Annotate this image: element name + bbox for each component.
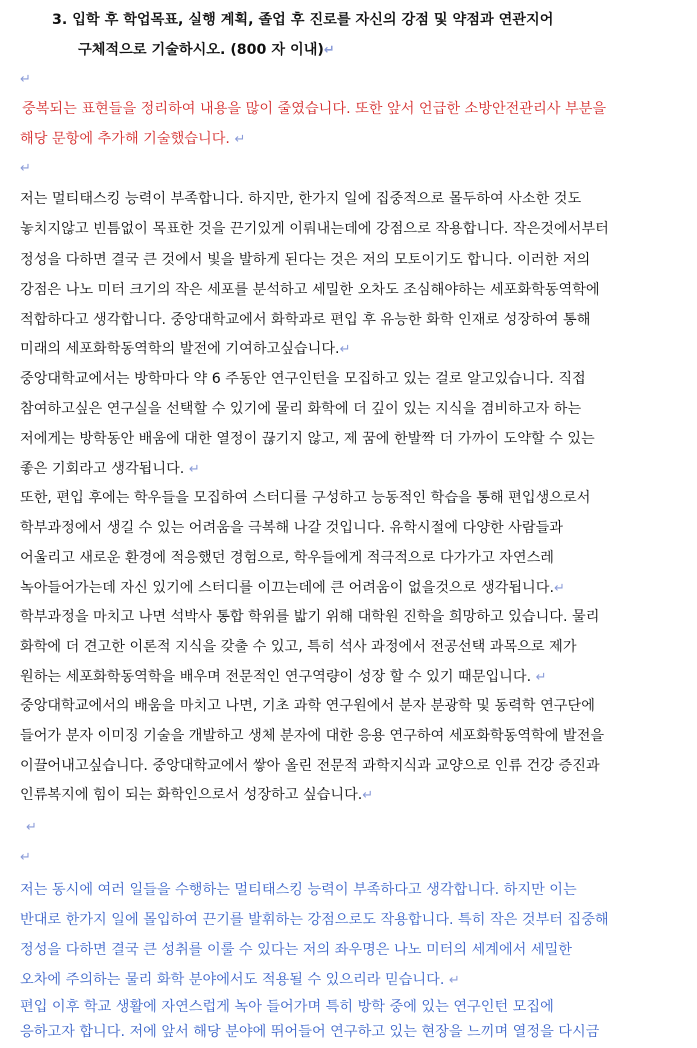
paragraph-mark-icon: ↵	[20, 72, 31, 87]
essay-line: 좋은 기회라고 생각됩니다. ↵	[20, 461, 200, 477]
paragraph-mark-icon: ↵	[339, 342, 351, 357]
rewrite-line: 응하고자 합니다. 저에 앞서 해당 분야에 뛰어들어 연구하고 있는 현장을 느끼며 열정을 다시금	[20, 1024, 600, 1040]
essay-line: 이끌어내고싶습니다. 중앙대학교에서 쌓아 올린 전문적 과학지식과 교양으로 인류 건강 증진과	[20, 758, 600, 774]
rewrite-line: 오차에 주의하는 물리 화학 분야에서도 적용될 수 있으리라 믿습니다. ↵	[20, 972, 460, 988]
paragraph-mark-icon: ↵	[553, 581, 565, 596]
question-line-2	[78, 34, 335, 66]
edit-note-line-2: 해당 문항에 추가해 기술했습니다. ↵	[20, 131, 246, 147]
essay-line: 또한, 편입 후에는 학우들을 모집하여 스터디를 구성하고 능동적인 학습을 통해 편입생으로서	[20, 490, 591, 506]
question-text-cont: 구체적으로 기술하시오. (800 자 이내)	[78, 42, 324, 58]
paragraph-mark-icon: ↵	[362, 788, 374, 803]
paragraph-mark-icon: ↵	[323, 43, 335, 58]
paragraph-mark-icon: ↵	[20, 161, 31, 176]
question-text: 입학 후 학업목표, 실행 계획, 졸업 후 진로를 자신의 강점 및 약점과 연관지어	[72, 12, 554, 28]
question-number: 3.	[52, 12, 68, 28]
essay-line: 어울리고 새로운 환경에 적응했던 경험으로, 학우들에게 적극적으로 다가가고 자연스레	[20, 550, 554, 566]
essay-line: 적합하다고 생각합니다. 중앙대학교에서 화학과로 편입 후 유능한 화학 인재로 성장하여 통해	[20, 312, 591, 328]
essay-line: 저에게는 방학동안 배움에 대한 열정이 끊기지 않고, 제 꿈에 한발짝 더 가까이 도약할 수 있는	[20, 431, 595, 447]
essay-line: 정성을 다하면 결국 큰 것에서 빛을 발하게 된다는 것은 저의 모토이기도 합니다. 이러한 저의	[20, 252, 591, 268]
essay-line: 중앙대학교에서의 배움을 마치고 나면, 기초 과학 연구원에서 분자 분광학 및 동력학 연구단에	[20, 698, 595, 714]
essay-line: 놓치지않고 빈틈없이 목표한 것을 끈기있게 이뤄내는데에 강점으로 작용합니다. 작은것에서부터	[20, 221, 609, 237]
essay-line: 저는 멀티태스킹 능력이 부족합니다. 하지만, 한가지 일에 집중적으로 몰두하여 사소한 것도	[20, 191, 582, 207]
rewrite-line: 저는 동시에 여러 일들을 수행하는 멀티태스킹 능력이 부족하다고 생각합니다. 하지만 이는	[20, 882, 577, 898]
essay-line: 녹아들어가는데 자신 있기에 스터디를 이끄는데에 큰 어려움이 없을것으로 생각됩니다.↵	[20, 580, 565, 596]
essay-line: 강점은 나노 미터 크기의 작은 세포를 분석하고 세밀한 오차도 조심해야하는 세포화학동역학에	[20, 282, 600, 298]
essay-line: 학부과정에서 생길 수 있는 어려움을 극복해 나갈 것입니다. 유학시절에 다양한 사람들과	[20, 520, 563, 536]
paragraph-mark-icon: ↵	[448, 973, 460, 988]
rewrite-line: 편입 이후 학교 생활에 자연스럽게 녹아 들어가며 특히 방학 중에 있는 연구인턴 모집에	[20, 999, 554, 1015]
rewrite-line: 반대로 한가지 일에 몰입하여 끈기를 발휘하는 강점으로도 작용합니다. 특히 작은 것부터 집중해	[20, 912, 609, 928]
essay-line: 들어가 분자 이미징 기술을 개발하고 생체 분자에 대한 응용 연구하여 세포화학동역학에 발전을	[20, 728, 605, 744]
essay-line: 원하는 세포화학동역학을 배우며 전문적인 연구역량이 성장 할 수 있기 때문입니다. ↵	[20, 669, 547, 685]
paragraph-mark-icon: ↵	[188, 462, 200, 477]
edit-note-line-1: 중복되는 표현들을 정리하여 내용을 많이 줄였습니다. 또한 앞서 언급한 소방안전관리사 부분을	[22, 101, 607, 117]
essay-line: 화학에 더 견고한 이론적 지식을 갖출 수 있고, 특히 석사 과정에서 전공선택 과목으로 제가	[20, 639, 577, 655]
paragraph-mark-icon: ↵	[535, 670, 547, 685]
essay-line: 중앙대학교에서는 방학마다 약 6 주동안 연구인턴을 모집하고 있는 걸로 알고있습니다. 직접	[20, 371, 586, 387]
rewrite-line: 정성을 다하면 결국 큰 성취를 이룰 수 있다는 저의 좌우명은 나노 미터의 세계에서 세밀한	[20, 942, 573, 958]
paragraph-mark-icon: ↵	[20, 850, 31, 865]
essay-line: 학부과정을 마치고 나면 석박사 통합 학위를 밟기 위해 대학원 진학을 희망하고 있습니다. 물리	[20, 609, 600, 625]
paragraph-mark-icon: ↵	[234, 132, 246, 147]
essay-line: 인류복지에 힘이 되는 화학인으로서 성장하고 싶습니다.↵	[20, 787, 374, 803]
paragraph-mark-icon: ↵	[26, 820, 37, 835]
essay-line: 참여하고싶은 연구실을 선택할 수 있기에 물리 화학에 더 깊이 있는 지식을 겸비하고자 하는	[20, 401, 582, 417]
essay-line: 미래의 세포화학동역학의 발전에 기여하고싶습니다.↵	[20, 341, 351, 357]
question-line-1	[52, 4, 553, 36]
